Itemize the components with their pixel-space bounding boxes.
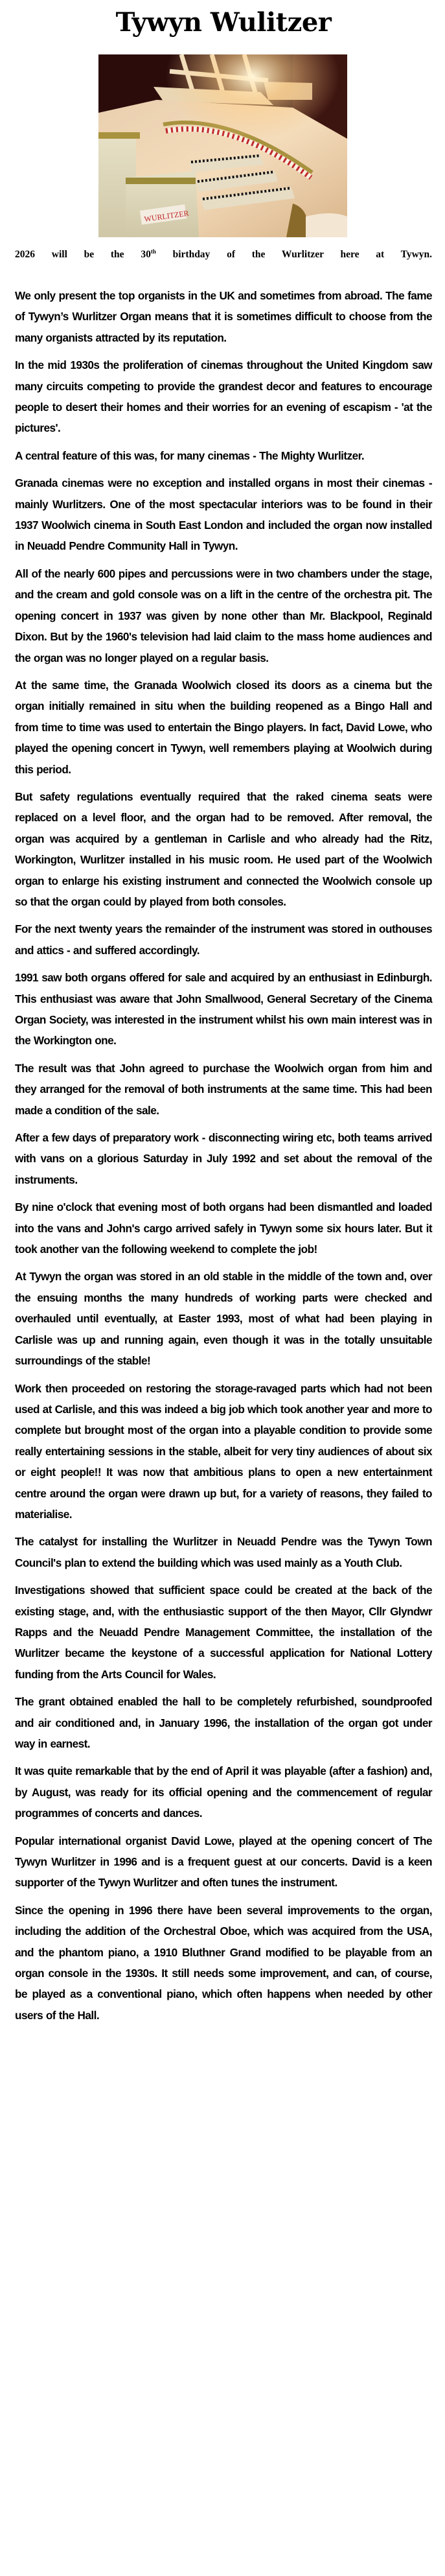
paragraph-david-lowe: Popular international organist David Lowe, played at the opening concert of The Tywyn Wurlitzer in 1996 and is a frequent guest at our concerts. David is a keen supporter of the Tywyn Wurlitzer and often tunes the instrument. — [15, 1834, 432, 1890]
paragraph-transport: By nine o'clock that evening most of both organs had been dismantled and loaded into the vans and John's cargo arrived safely in Tywyn some six hours later. But it took another van the following weekend to complete the job! — [15, 1200, 432, 1256]
paragraph-granada-cinemas: Granada cinemas were no exception and installed organs in most their cinemas - mainly Wurlitzers. One of the most spectacular interiors was to be found in their 1937 Woolwich cinema in South East London and included the organ now installed in Neuadd Pendre Community Hall in Tywyn. — [15, 476, 432, 553]
paragraph-stable-storage: At Tywyn the organ was stored in an old stable in the middle of the town and, over the ensuing months the many hundreds of working parts were checked and overhauled until eventually, at Easter 1993, most of what had been playing in Carlisle was up and running again, even though it was in the totally unsuitable surroundings of the stable! — [15, 1270, 432, 1368]
paragraph-1930s-cinemas: In the mid 1930s the proliferation of cinemas throughout the United Kingdom saw many circuits competing to provide the grandest decor and features to encourage people to desert their homes and their worries for an evening of escapism - 'at the pictures'. — [15, 358, 432, 435]
paragraph-investigations: Investigations showed that sufficient space could be created at the back of the existing stage, and, with the enthusiastic support of the then Mayor, Cllr Glyndwr Rapps and the Neuadd Pendre Management Committee, the installation of the Wurlitzer became the keystone of a successful application for National Lottery funding from the Arts Council for Wales. — [15, 1584, 432, 1681]
caption-text-end: birthday of the Wurlitzer here at Tywyn. — [155, 249, 433, 260]
paragraph-removal-carlisle: But safety regulations eventually required that the raked cinema seats were replaced on a level floor, and the organ had to be removed. After removal, the organ was acquired by a gentleman in Carlisle and who already had the Ritz, Workington, Wurlitzer installed in his music room. He used part of the Woolwich organ to enlarge his existing instrument and connected the Woolwich console up so that the organ could by played from both consoles. — [15, 790, 432, 908]
caption-text-start: 2026 will be the 30 — [15, 249, 151, 260]
paragraph-restoration: Work then proceeded on restoring the storage-ravaged parts which had not been used at Carlisle, and this was indeed a big job which took another year and more to complete but brought most of the organ into a playable condition to provide some really entertaining sessions in the stable, albeit for very tiny audiences of about six or eight people!! It was now that ambitious plans to open a new entertainment centre around the organ were drawn up but, for a variety of reasons, they failed to materialise. — [15, 1381, 432, 1521]
paragraph-preparatory-work: After a few days of preparatory work - disconnecting wiring etc, both teams arrived with vans on a glorious Saturday in July 1992 and set about the removal of the instruments. — [15, 1131, 432, 1186]
paragraph-storage-years: For the next twenty years the remainder of the instrument was stored in outhouses and attics - and suffered accordingly. — [15, 922, 432, 957]
anniversary-caption — [15, 248, 432, 262]
paragraph-purchase: The result was that John agreed to purchase the Woolwich organ from him and they arranged for the removal of both instruments at the same time. This had been made a condition of the sale. — [15, 1061, 432, 1117]
paragraph-bingo-hall: At the same time, the Granada Woolwich closed its doors as a cinema but the organ initially remained in situ when the building reopened as a Bingo Hall and from time to time was used to entertain the Bingo players. In fact, David Lowe, who played the opening concert in Tywyn, well remembers playing at Woolwich during this period. — [15, 678, 432, 776]
wurlitzer-console-photo — [98, 54, 347, 237]
paragraph-grant: The grant obtained enabled the hall to be completely refurbished, soundproofed and air conditioned and, in January 1996, the installation of the organ got under way in earnest. — [15, 1695, 432, 1750]
paragraph-opening: It was quite remarkable that by the end of April it was playable (after a fashion) and, by August, was ready for its official opening and the commencement of regular programmes of concerts and dances. — [15, 1764, 432, 1820]
hero-image-container — [0, 54, 445, 237]
page-title: Tywyn Wulitzer — [115, 7, 332, 38]
organ-illustration — [98, 54, 347, 237]
paragraph-pipes-and-console: All of the nearly 600 pipes and percussions were in two chambers under the stage, and the cream and gold console was on a lift in the centre of the orchestra pit. The opening concert in 1937 was given by none other than Mr. Blackpool, Reginald Dixon. But by the 1960's television had laid claim to the mass home audiences and the organ was no longer played on a regular basis. — [15, 567, 432, 664]
caption-ordinal-suffix: th — [150, 248, 156, 255]
paragraph-1991-sale: 1991 saw both organs offered for sale and acquired by an enthusiast in Edinburgh. This enthusiast was aware that John Smallwood, General Secretary of the Cinema Organ Society, was interested in the instrument whilst his own main interest was in the Workington one. — [15, 971, 432, 1048]
paragraph-catalyst: The catalyst for installing the Wurlitzer in Neuadd Pendre was the Tywyn Town Council's plan to extend the building which was used mainly as a Youth Club. — [15, 1535, 432, 1569]
history-article — [15, 285, 432, 2026]
paragraph-mighty-wurlitzer: A central feature of this was, for many cinemas - The Mighty Wurlitzer. — [15, 449, 365, 462]
paragraph-improvements: Since the opening in 1996 there have been several improvements to the organ, including the addition of the Orchestral Oboe, which was acquired from the USA, and the phantom piano, a 1910 Bluthner Grand modified to be playable from an organ console in the 1930s. It still needs some improvement, and can, of course, be played as a conventional piano, which often happens when needed by other users of the Hall. — [15, 1903, 432, 2022]
paragraph-intro: We only present the top organists in the UK and sometimes from abroad. The fame of Tywyn’s Wurlitzer Organ means that it is sometimes difficult to choose from the many organists attracted by its reputation. — [15, 289, 432, 344]
